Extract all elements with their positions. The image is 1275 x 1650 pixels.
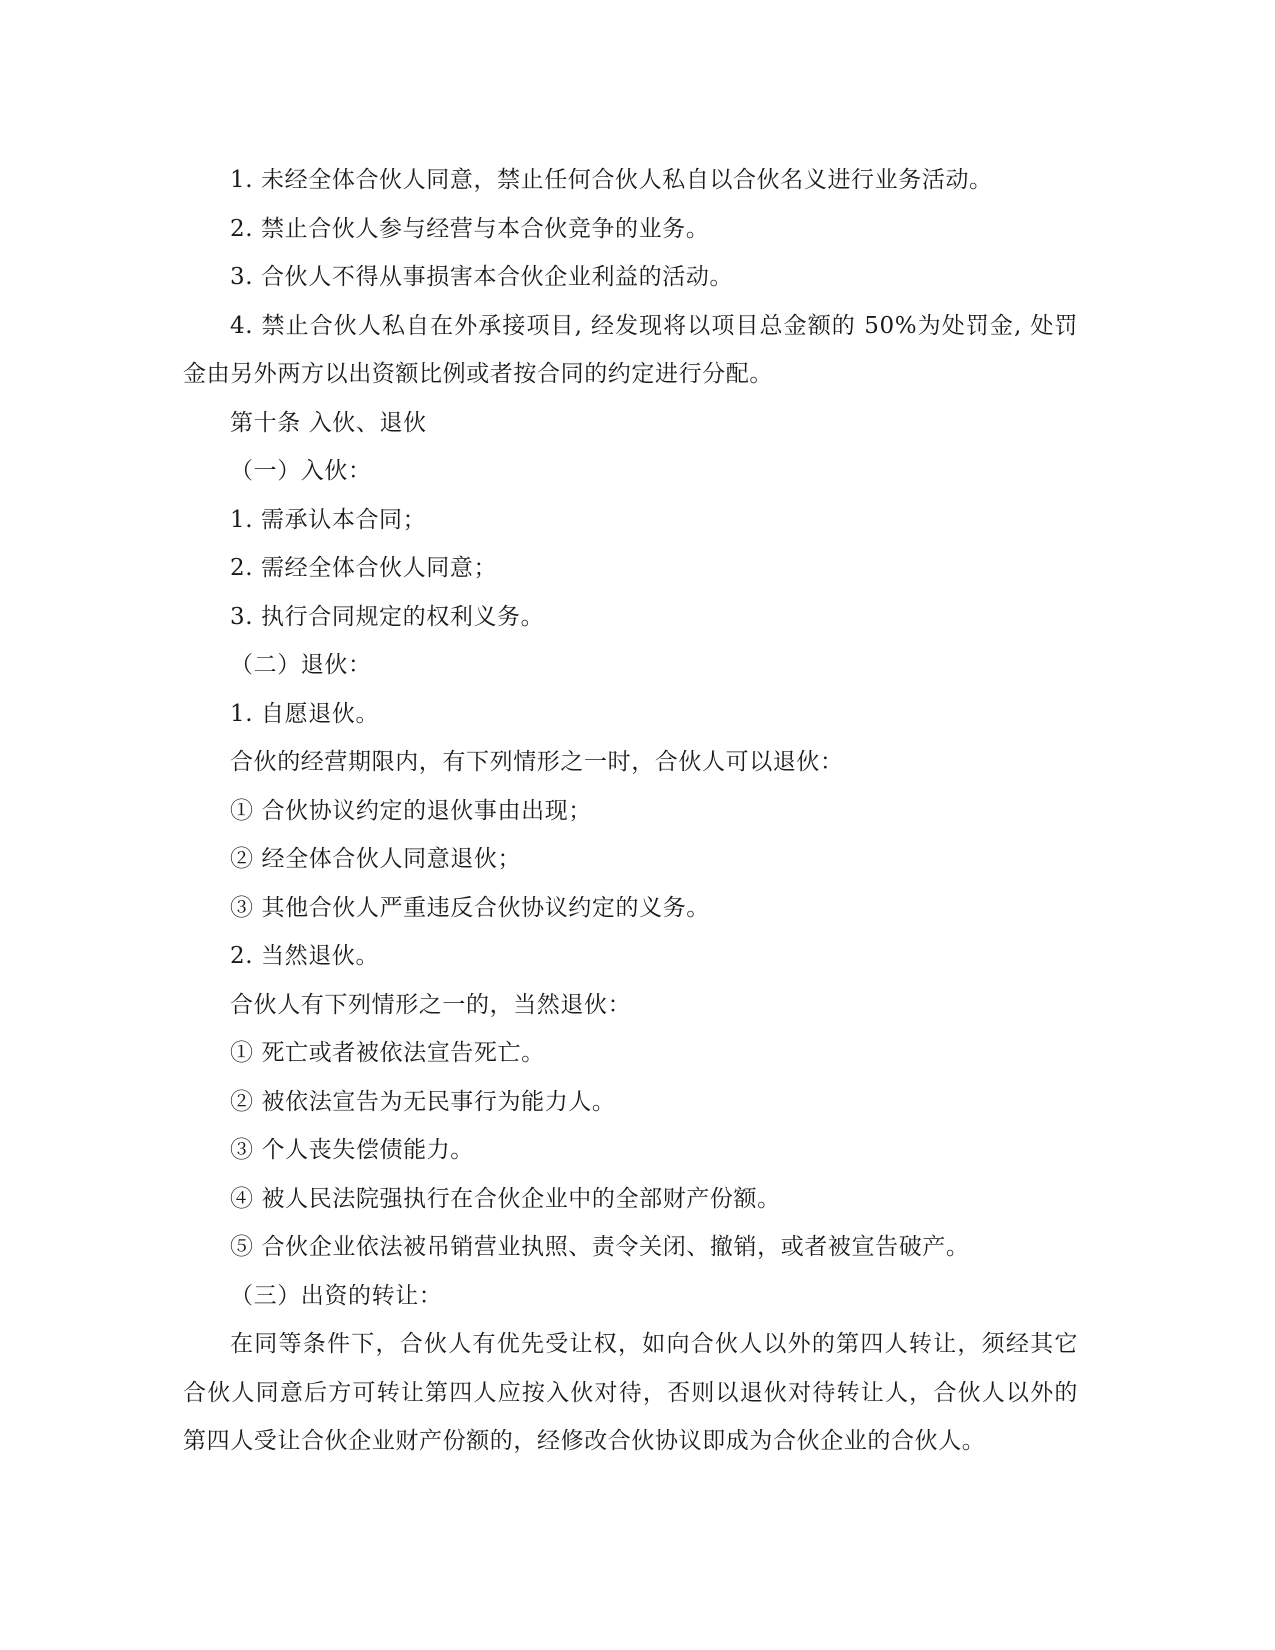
- withdrawal-automatic-item-3: ③ 个人丧失偿债能力。: [230, 1137, 474, 1163]
- withdrawal-automatic-item-2: ② 被依法宣告为无民事行为能力人。: [230, 1088, 616, 1115]
- withdrawal-voluntary-item-2: ② 经全体合伙人同意退伙；: [230, 846, 522, 872]
- joining-item-1: 1. 需承认本合同；: [230, 506, 427, 533]
- withdrawal-automatic-item-5: ⑤ 合伙企业依法被吊销营业执照、责令关闭、撤销，或者被宣告破产。: [230, 1234, 970, 1260]
- withdrawal-automatic-intro: 合伙人有下列情形之一的，当然退伙：: [230, 991, 632, 1018]
- withdrawal-voluntary-item-1: ① 合伙协议约定的退伙事由出现；: [230, 797, 592, 824]
- joining-item-3: 3. 执行合同规定的权利义务。: [230, 603, 545, 630]
- withdrawal-automatic-item-4: ④ 被人民法院强执行在合伙企业中的全部财产份额。: [230, 1185, 781, 1212]
- document-body: [183, 156, 1078, 1466]
- section-heading-withdrawal: （二）退伙：: [230, 652, 372, 678]
- transfer-paragraph: 在同等条件下，合伙人有优先受让权，如向合伙人以外的第四人转让，须经其它合伙人同意后方可转让第四人应按入伙对待，否则以退伙对待转让人，合伙人以外的第四人受让合伙企业财产份额的，经修改合伙协议即成为合伙企业的合伙人。: [183, 1331, 1078, 1454]
- clause-item-3: 3. 合伙人不得从事损害本合伙企业利益的活动。: [230, 264, 734, 290]
- withdrawal-voluntary-intro: 合伙的经营期限内，有下列情形之一时，合伙人可以退伙：: [230, 749, 844, 775]
- section-heading-transfer: （三）出资的转让：: [230, 1282, 443, 1309]
- joining-item-2: 2. 需经全体合伙人同意；: [230, 555, 498, 581]
- article-heading: 第十条 入伙、退伙: [230, 409, 427, 436]
- withdrawal-voluntary-heading: 1. 自愿退伙。: [230, 700, 380, 727]
- clause-item-2: 2. 禁止合伙人参与经营与本合伙竞争的业务。: [230, 215, 710, 242]
- withdrawal-automatic-item-1: ① 死亡或者被依法宣告死亡。: [230, 1040, 545, 1066]
- clause-item-4: 4. 禁止合伙人私自在外承接项目, 经发现将以项目总金额的 50%为处罚金, 处罚金由另外两方以出资额比例或者按合同的约定进行分配。: [183, 312, 1078, 387]
- withdrawal-voluntary-item-3: ③ 其他合伙人严重违反合伙协议约定的义务。: [230, 894, 710, 921]
- section-heading-joining: （一）入伙：: [230, 458, 372, 484]
- clause-item-1: 1. 未经全体合伙人同意，禁止任何合伙人私自以合伙名义进行业务活动。: [230, 167, 993, 193]
- withdrawal-automatic-heading: 2. 当然退伙。: [230, 943, 380, 969]
